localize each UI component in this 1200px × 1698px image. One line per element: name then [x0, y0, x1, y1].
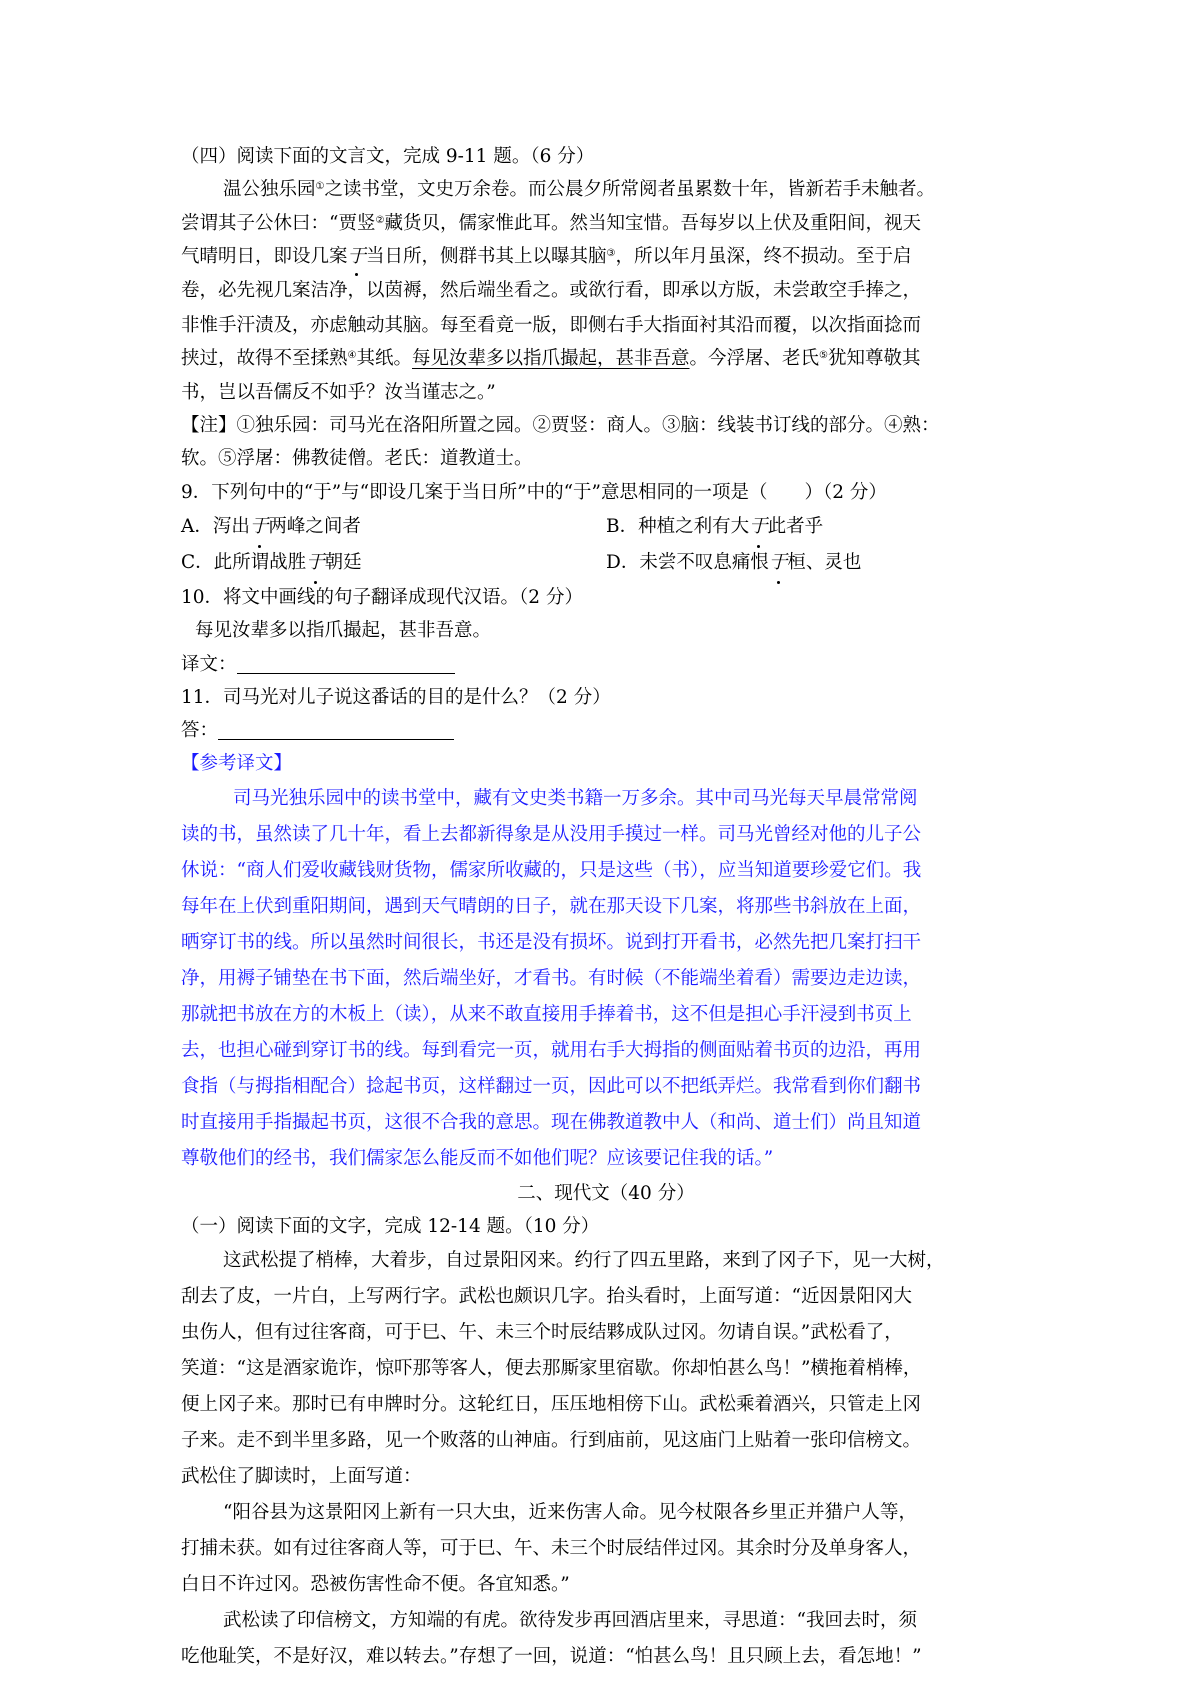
option-d: D．未尝不叹息痛恨于桓、灵也 — [606, 545, 1031, 581]
answer-blank[interactable] — [237, 653, 455, 674]
reference-line: 时直接用手指撮起书页，这很不合我的意思。现在佛教道教中人（和尚、道士们）尚且知道 — [181, 1111, 922, 1133]
emphasis-char: 于 — [250, 509, 269, 545]
reference-line: 休说：“商人们爱收藏钱财货物，儒家所收藏的，只是这些（书），应当知道要珍爱它们。我 — [181, 859, 922, 881]
question-11-answer: 答： — [181, 714, 1031, 747]
passage-line: 温公独乐园①之读书堂，文史万余卷。而公晨夕所常阅者虽累数十年，皆新若手未触者。 — [223, 179, 935, 201]
passage-line: 挟过，故得不至揉熟④其纸。每见汝辈多以指爪撮起，甚非吾意。今浮屠、老氏⑤犹知尊敬其 — [181, 348, 921, 370]
option-b: B．种植之利有大于此者乎 — [606, 509, 1031, 545]
passage-line: “阳谷县为这景阳冈上新有一只大虫，近来伤害人命。见今杖限各乡里正并猎户人等， — [223, 1502, 917, 1524]
passage-line: 白日不许过冈。恐被伤害性命不便。各宜知悉。” — [181, 1574, 570, 1596]
question-9-stem: 9．下列句中的“于”与“即设几案于当日所”中的“于”意思相同的一项是（ ）（2 分） — [181, 481, 887, 503]
passage-line: 非惟手汗渍及，亦虑触动其脑。每至看竟一版，即侧右手大指面衬其沿而覆，以次指面捻而 — [181, 315, 922, 337]
reference-line: 食指（与拇指相配合）捻起书页，这样翻过一页，因此可以不把纸弄烂。我常看到你们翻书 — [181, 1075, 922, 1097]
passage-line: 气晴明日，即设几案于当日所，侧群书其上以曝其脑③，所以年月虽深，终不损动。至于启 — [181, 240, 1031, 273]
note-marker: ② — [375, 214, 385, 226]
reference-heading: 【参考译文】 — [181, 753, 293, 775]
question-9-options — [181, 545, 1031, 581]
notes-line: 【注】①独乐园：司马光在洛阳所置之园。②贾竖：商人。③脑：线装书订线的部分。④熟： — [181, 415, 940, 437]
note-marker: ⑤ — [819, 350, 828, 362]
passage-line: 虫伤人，但有过往客商，可于巳、午、未三个时辰结夥成队过冈。勿请自误。”武松看了， — [181, 1322, 903, 1344]
reference-line: 尊敬他们的经书，我们儒家怎么能反而不如他们呢？应该要记住我的话。” — [181, 1147, 774, 1169]
emphasis-char: 于 — [769, 545, 788, 581]
passage-line: 武松读了印信榜文，方知端的有虎。欲待发步再回酒店里来，寻思道：“我回去时，须 — [223, 1610, 917, 1632]
question-10-stem: 10．将文中画线的句子翻译成现代汉语。（2 分） — [181, 586, 583, 608]
note-marker: ③ — [606, 247, 616, 259]
passage-line: 武松住了脚读时，上面写道： — [181, 1466, 422, 1488]
underlined-sentence: 每见汝辈多以指爪撮起，甚非吾意 — [412, 348, 690, 370]
section-heading: （一）阅读下面的文字，完成 12-14 题。（10 分） — [181, 1216, 600, 1238]
section-heading: （四）阅读下面的文言文，完成 9-11 题。（6 分） — [181, 146, 595, 167]
note-marker: ④ — [347, 350, 357, 362]
emphasis-char: 于 — [306, 545, 325, 581]
part-heading: 二、现代文（40 分） — [517, 1182, 695, 1204]
question-10-answer: 译文： — [181, 648, 1031, 681]
answer-blank[interactable] — [218, 719, 454, 740]
passage-line: 这武松提了梢棒，大着步，自过景阳冈来。约行了四五里路，来到了冈子下，见一大树， — [223, 1250, 945, 1272]
option-c: C．此所谓战胜于朝廷 — [181, 545, 606, 581]
reference-line: 那就把书放在方的木板上（读），从来不敢直接用手捧着书，这不但是担心手汗浸到书页上 — [181, 1003, 912, 1025]
document-page — [181, 140, 1031, 1675]
reference-line: 去，也担心碰到穿订书的线。每到看完一页，就用右手大拇指的侧面贴着书页的边沿，再用 — [181, 1039, 922, 1061]
passage-line: 书，岂以吾儒反不如乎？汝当谨志之。” — [181, 381, 496, 403]
reference-line: 读的书，虽然读了几十年，看上去都新得象是从没用手摸过一样。司马光曾经对他的儿子公 — [181, 823, 922, 845]
reference-line: 晒穿订书的线。所以虽然时间很长，书还是没有损坏。说到打开看书，必然先把几案打扫干 — [181, 931, 922, 953]
passage-line: 笑道：“这是酒家诡诈，惊吓那等客人，便去那厮家里宿歇。你却怕甚么鸟！”横拖着梢棒， — [181, 1358, 922, 1380]
note-marker: ① — [315, 181, 325, 193]
question-10-sentence: 每见汝辈多以指爪撮起，甚非吾意。 — [195, 620, 492, 642]
notes-line: 软。⑤浮屠：佛教徒僧。老氏：道教道士。 — [181, 448, 533, 470]
emphasis-char: 于 — [348, 240, 367, 273]
question-9-options — [181, 509, 1031, 545]
reference-line: 司马光独乐园中的读书堂中，藏有文史类书籍一万多余。其中司马光每天早晨常常阅 — [233, 787, 918, 809]
emphasis-char: 于 — [749, 509, 768, 545]
reference-line: 每年在上伏到重阳期间，遇到天气晴朗的日子，就在那天设下几案，将那些书斜放在上面， — [181, 895, 922, 917]
passage-line: 便上冈子来。那时已有申牌时分。这轮红日，压压地相傍下山。武松乘着酒兴，只管走上冈 — [181, 1394, 922, 1416]
passage-line: 卷，必先视几案洁净，以茵褥，然后端坐看之。或欲行看，即承以方版，未尝敢空手捧之， — [181, 280, 922, 302]
question-11-stem: 11．司马光对儿子说这番话的目的是什么？（2 分） — [181, 686, 611, 708]
passage-line: 尝谓其子公休曰：“贾竖②藏货贝，儒家惟此耳。然当知宝惜。吾每岁以上伏及重阳间，视天 — [181, 212, 921, 234]
passage-line: 吃他耻笑，不是好汉，难以转去。”存想了一回，说道：“怕甚么鸟！且只顾上去，看怎地！” — [181, 1646, 922, 1668]
option-a: A．泻出于两峰之间者 — [181, 509, 606, 545]
passage-line: 子来。走不到半里多路，见一个败落的山神庙。行到庙前，见这庙门上贴着一张印信榜文。 — [181, 1430, 922, 1452]
passage-line: 刮去了皮，一片白，上写两行字。武松也颇识几字。抬头看时，上面写道：“近因景阳冈大 — [181, 1286, 912, 1308]
reference-line: 净，用褥子铺垫在书下面，然后端坐好，才看书。有时候（不能端坐着看）需要边走边读， — [181, 967, 922, 989]
passage-line: 打捕未获。如有过往客商人等，可于巳、午、未三个时辰结伴过冈。其余时分及单身客人， — [181, 1538, 922, 1560]
